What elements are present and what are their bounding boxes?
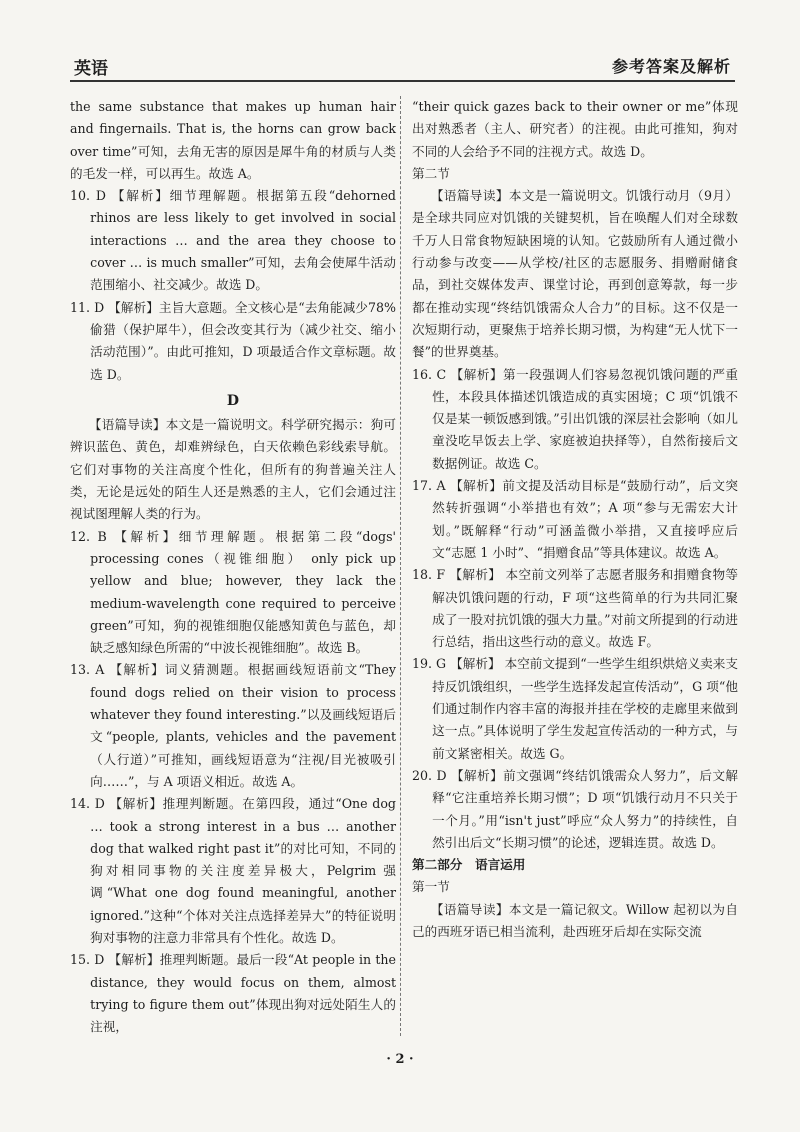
subsection-heading: 第一节 <box>412 879 450 895</box>
answer-item: 20. D 【解析】前文强调“终结饥饿需众人努力”，后文解释“它注重培养长期习惯”；D 项“饥饿行动月不只关于一个月。”用“isn't just”呼应“众人努力”的持续性，自然引出后文“长期习惯”的论述，逻辑连贯。故选 D。 <box>412 767 738 850</box>
passage-guide: 【语篇导读】本文是一篇记叙文。Willow 起初以为自己的西班牙语已相当流利，赴西班牙后却在实际交流 <box>412 901 738 939</box>
answer-item: 11. D 【解析】主旨大意题。全文核心是“去角能减少78%偷猎（保护犀牛），但会改变其行为（减少社交、缩小活动范围）”。由此可推知，D 项最适合作文章标题。故选 D。 <box>70 299 396 382</box>
page-header <box>70 52 735 82</box>
answer-item: 18. F 【解析】 本空前文列举了志愿者服务和捐赠食物等解决饥饿问题的行动，F 项“这些简单的行为共同汇聚成了一股对抗饥饿的强大力量。”对前文所提到的行动进行总结，指出这些行动的意义。故选 F。 <box>412 567 738 650</box>
answer-item: 19. G 【解析】 本空前文提到“一些学生组织烘焙义卖来支持反饥饿组织，一些学生选择发起宣传活动”，G 项“他们通过制作内容丰富的海报并挂在学校的走廊里来做到这一点。”具体说明了学生发起宣传活动的一种方式，与前文紧密相关。故选 G。 <box>412 656 738 761</box>
passage-guide: 【语篇导读】本文是一篇说明文。科学研究揭示：狗可辨识蓝色、黄色，却难辨绿色，白天依赖色彩线索导航。它们对事物的关注高度个性化，但所有的狗普遍关注人类，无论是远处的陌生人还是熟悉的主人，它们会通过注视试图理解人类的行为。 <box>70 417 396 522</box>
subject-label: 英语 <box>74 59 108 79</box>
paragraph: “their quick gazes back to their owner or me”体现出对熟悉者（主人、研究者）的注视。由此可推知，狗对不同的人会给予不同的注视方式。故选 D。 <box>412 99 738 159</box>
answer-key-title: 参考答案及解析 <box>611 57 731 76</box>
answer-item: 17. A 【解析】前文提及活动目标是“鼓励行动”，后文突然转折强调“小举措也有效”；A 项“参与无需宏大计划。”既解释“行动”可涵盖微小举措，又直接呼应后文“志愿 1 小时”、“捐赠食品”等具体建议。故选 A。 <box>412 478 738 560</box>
column-divider <box>400 96 401 1036</box>
left-column <box>70 96 396 1038</box>
subsection-heading: 第二节 <box>412 165 450 181</box>
answer-item: 14. D 【解析】推理判断题。在第四段，通过“One dog … took a strong interest in a bus … another dog that walked right past it”的对比可知，不同的狗对相同事物的关注度差异极大，Pelgrim 强调“What one dog found meaningful, another ignored.”这种“个体对关注点选择差异大”的特征说明狗对事物的注意力非常具有个性化。故选 D。 <box>70 796 396 945</box>
answer-item: 10. D 【解析】细节理解题。根据第五段“dehorned rhinos are less likely to get involved in social interactions … and the area they choose to cover … is much smaller”可知，去角会使犀牛活动范围缩小、社交减少。故选 D。 <box>70 188 396 293</box>
right-column <box>412 96 738 943</box>
answer-item: 16. C 【解析】第一段强调人们容易忽视饥饿问题的严重性，本段具体描述饥饿造成的真实困境；C 项“饥饿不仅是某一顿饭感到饿。”引出饥饿的深层社会影响（如儿童没吃早饭去上学、家庭被迫抉择等），自然衔接后文数据例证。故选 C。 <box>412 366 738 471</box>
passage-guide: 【语篇导读】本文是一篇说明文。饥饿行动月（9月）是全球共同应对饥饿的关键契机，旨在唤醒人们对全球数千万人日常食物短缺困境的认知。它鼓励所有人通过微小行动参与改变——从学校/社区的志愿服务、捐赠耐储食品，到社交媒体发声、课堂讨论，再到创意筹款，每一步都在推动实现“终结饥饿需众人合力”的目标。这不仅是一次短期行动，更聚焦于培养长期习惯，为构建“无人忧下一餐”的世界奠基。 <box>412 188 738 360</box>
answer-item: 13. A 【解析】词义猜测题。根据画线短语前文“They found dogs relied on their vision to process whatever they found interesting.”以及画线短语后文“people, plants, vehicles and the pavement（人行道）”可推知，画线短语意为“注视/目光被吸引向……”，与 A 项语义相近。故选 A。 <box>70 662 396 789</box>
section-heading: D <box>226 392 240 409</box>
paragraph: the same substance that makes up human hair and fingernails. That is, the horns can grow back over time”可知，去角无害的原因是犀牛角的材质与人类的毛发一样，可以再生。故选 A。 <box>70 99 396 181</box>
answer-item: 15. D 【解析】推理判断题。最后一段“At people in the distance, they would focus on them, almost trying to figure them out”体现出狗对远处陌生人的注视， <box>70 952 396 1035</box>
part-heading: 第二部分 语言运用 <box>412 857 526 873</box>
page-number: · 2 · <box>386 1052 414 1067</box>
answer-item: 12. B 【解析】细节理解题。根据第二段“dogs' processing cones（视锥细胞） only pick up yellow and blue; however, they lack the medium-wavelength cone required to perceive green”可知，狗的视锥细胞仅能感知黄色与蓝色，却缺乏感知绿色所需的“中波长视锥细胞”。故选 B。 <box>70 528 396 656</box>
